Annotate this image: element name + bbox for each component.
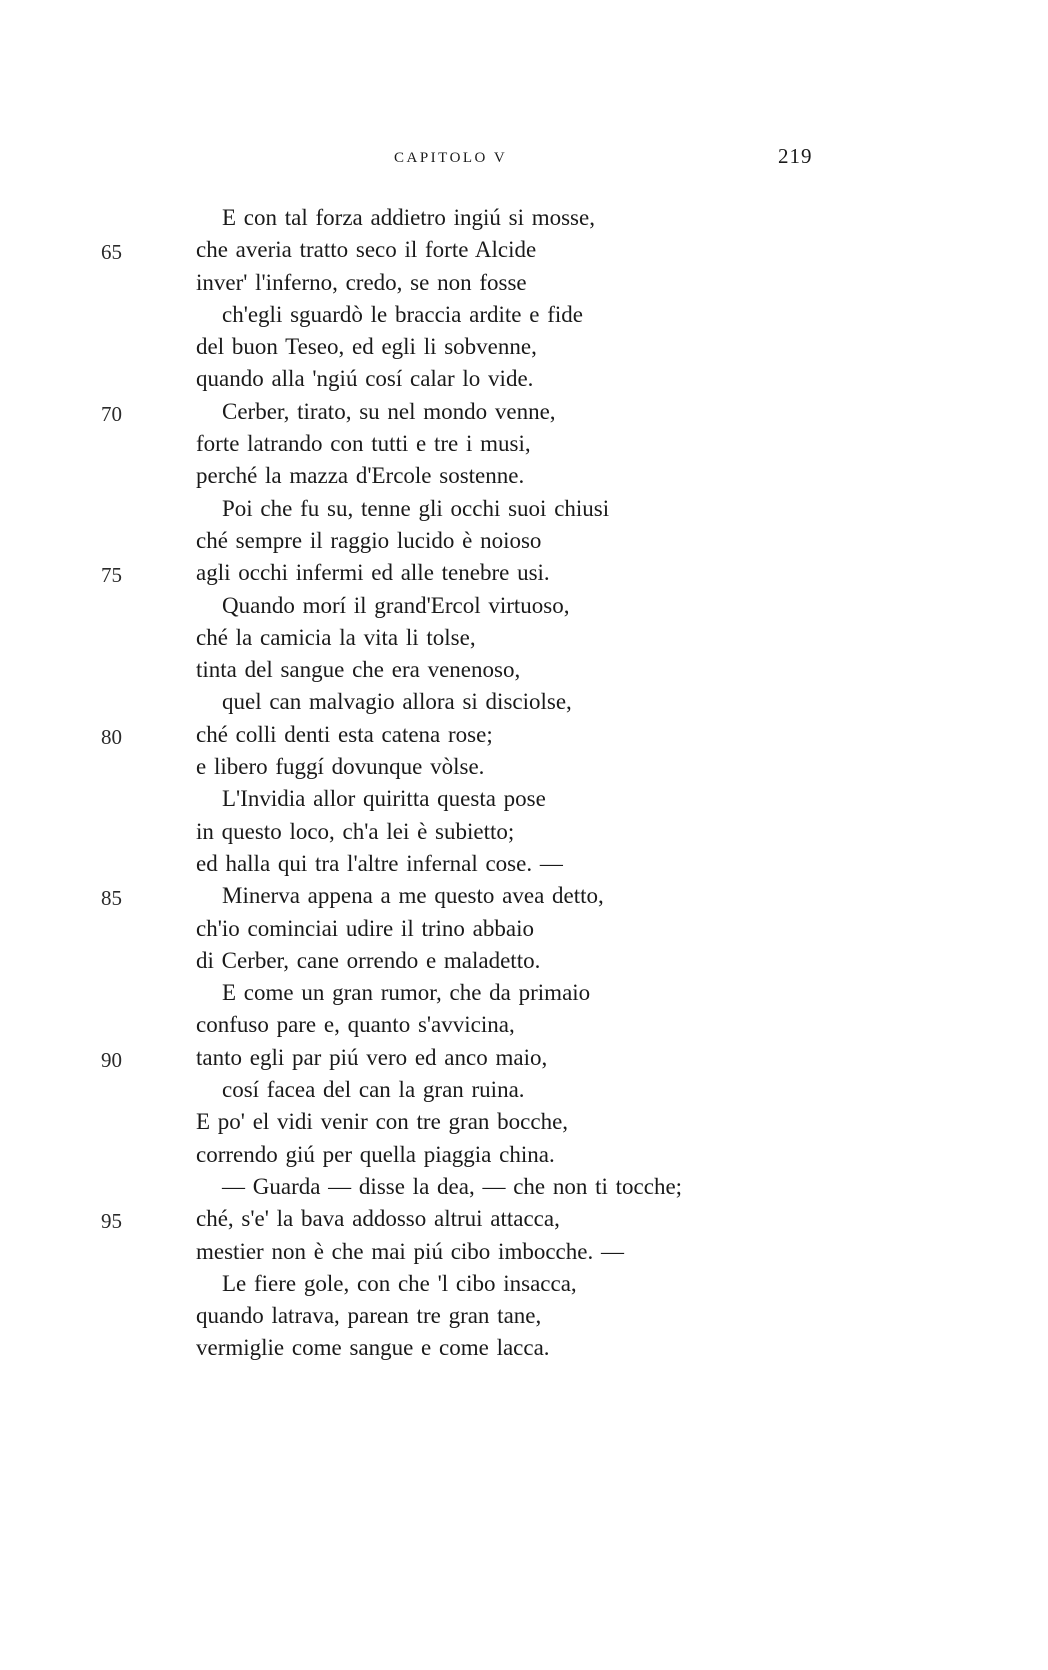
verse-text: e libero fuggí dovunque vòlse. <box>196 754 485 780</box>
line-number: 85 <box>101 886 122 911</box>
line-number: 95 <box>101 1209 122 1234</box>
verse-text: tanto egli par piú vero ed anco maio, <box>196 1044 548 1070</box>
verse-line <box>0 1106 1048 1138</box>
verse-text: ché la camicia la vita li tolse, <box>196 624 476 650</box>
page-number: 219 <box>778 144 813 168</box>
verse-line <box>0 1074 1048 1106</box>
verse-text: ché, s'e' la bava addosso altrui attacca, <box>196 1206 560 1232</box>
verse-text: confuso pare e, quanto s'avvicina, <box>196 1012 515 1038</box>
verse-text: quando alla 'ngiú cosí calar lo vide. <box>196 366 534 392</box>
verse-line <box>0 525 1048 557</box>
verse-line <box>0 1268 1048 1300</box>
verse-text: Cerber, tirato, su nel mondo venne, <box>222 398 556 424</box>
verse-text: ch'egli sguardò le braccia ardite e fide <box>222 301 583 327</box>
line-number: 75 <box>101 563 122 588</box>
verse-text: L'Invidia allor quiritta questa pose <box>222 786 546 812</box>
verse-text: Poi che fu su, tenne gli occhi suoi chiusi <box>222 495 610 521</box>
verse-text: inver' l'inferno, credo, se non fosse <box>196 269 527 295</box>
verse-line <box>0 428 1048 460</box>
verse-line <box>0 557 1048 589</box>
verse-text: E come un gran rumor, che da primaio <box>222 980 591 1006</box>
verse-text: E po' el vidi venir con tre gran bocche, <box>196 1109 569 1135</box>
verse-line <box>0 1236 1048 1268</box>
verse-line <box>0 202 1048 234</box>
verse-text: ch'io cominciai udire il trino abbaio <box>196 915 534 941</box>
verse-text: mestier non è che mai piú cibo imbocche. — <box>196 1238 624 1264</box>
verse-line <box>0 267 1048 299</box>
verse-line <box>0 590 1048 622</box>
verse-text: che averia tratto seco il forte Alcide <box>196 237 537 263</box>
verse-text: forte latrando con tutti e tre i musi, <box>196 431 531 457</box>
verse-line <box>0 460 1048 492</box>
verse-line <box>0 622 1048 654</box>
verse-text: E con tal forza addietro ingiú si mosse, <box>222 205 595 230</box>
verse-line <box>0 783 1048 815</box>
verse-line <box>0 686 1048 718</box>
verse-line <box>0 719 1048 751</box>
verse-line <box>0 1139 1048 1171</box>
verse-text: perché la mazza d'Ercole sostenne. <box>196 463 525 489</box>
verse-text: in questo loco, ch'a lei è subietto; <box>196 818 515 844</box>
verse-text: Minerva appena a me questo avea detto, <box>222 883 604 909</box>
verse-line <box>0 1042 1048 1074</box>
verse-line <box>0 1332 1048 1364</box>
verse-line <box>0 945 1048 977</box>
verse-text: Quando morí il grand'Ercol virtuoso, <box>222 592 570 618</box>
verse-text: quando latrava, parean tre gran tane, <box>196 1303 542 1329</box>
verse-line <box>0 299 1048 331</box>
verse-text: ché sempre il raggio lucido è noioso <box>196 527 542 553</box>
running-header-title: CAPITOLO V <box>394 150 508 166</box>
poem-text-block <box>0 202 1048 1365</box>
verse-text: Le fiere gole, con che 'l cibo insacca, <box>222 1270 577 1296</box>
verse-line <box>0 880 1048 912</box>
verse-text: agli occhi infermi ed alle tenebre usi. <box>196 560 550 586</box>
verse-line <box>0 977 1048 1009</box>
verse-line <box>0 1009 1048 1041</box>
verse-line <box>0 848 1048 880</box>
verse-line <box>0 363 1048 395</box>
verse-line <box>0 1171 1048 1203</box>
verse-text: cosí facea del can la gran ruina. <box>222 1077 525 1103</box>
verse-text: di Cerber, cane orrendo e maladetto. <box>196 947 541 973</box>
verse-line <box>0 1300 1048 1332</box>
verse-text: del buon Teseo, ed egli li sobvenne, <box>196 334 537 360</box>
line-number: 90 <box>101 1047 122 1072</box>
line-number: 65 <box>101 240 122 265</box>
verse-line <box>0 396 1048 428</box>
verse-text: quel can malvagio allora si disciolse, <box>222 689 572 715</box>
verse-line <box>0 1203 1048 1235</box>
verse-text: — Guarda — disse la dea, — che non ti tocche; <box>222 1173 683 1199</box>
verse-text: correndo giú per quella piaggia china. <box>196 1141 555 1167</box>
verse-text: ché colli denti esta catena rose; <box>196 721 493 747</box>
verse-line <box>0 493 1048 525</box>
verse-text: ed halla qui tra l'altre infernal cose. — <box>196 850 563 876</box>
verse-line <box>0 234 1048 266</box>
verse-line <box>0 751 1048 783</box>
verse-line <box>0 654 1048 686</box>
line-number: 80 <box>101 724 122 749</box>
verse-text: vermiglie come sangue e come lacca. <box>196 1335 550 1361</box>
verse-line <box>0 331 1048 363</box>
verse-line <box>0 913 1048 945</box>
verse-line <box>0 816 1048 848</box>
line-number: 70 <box>101 401 122 426</box>
verse-text: tinta del sangue che era venenoso, <box>196 657 521 683</box>
